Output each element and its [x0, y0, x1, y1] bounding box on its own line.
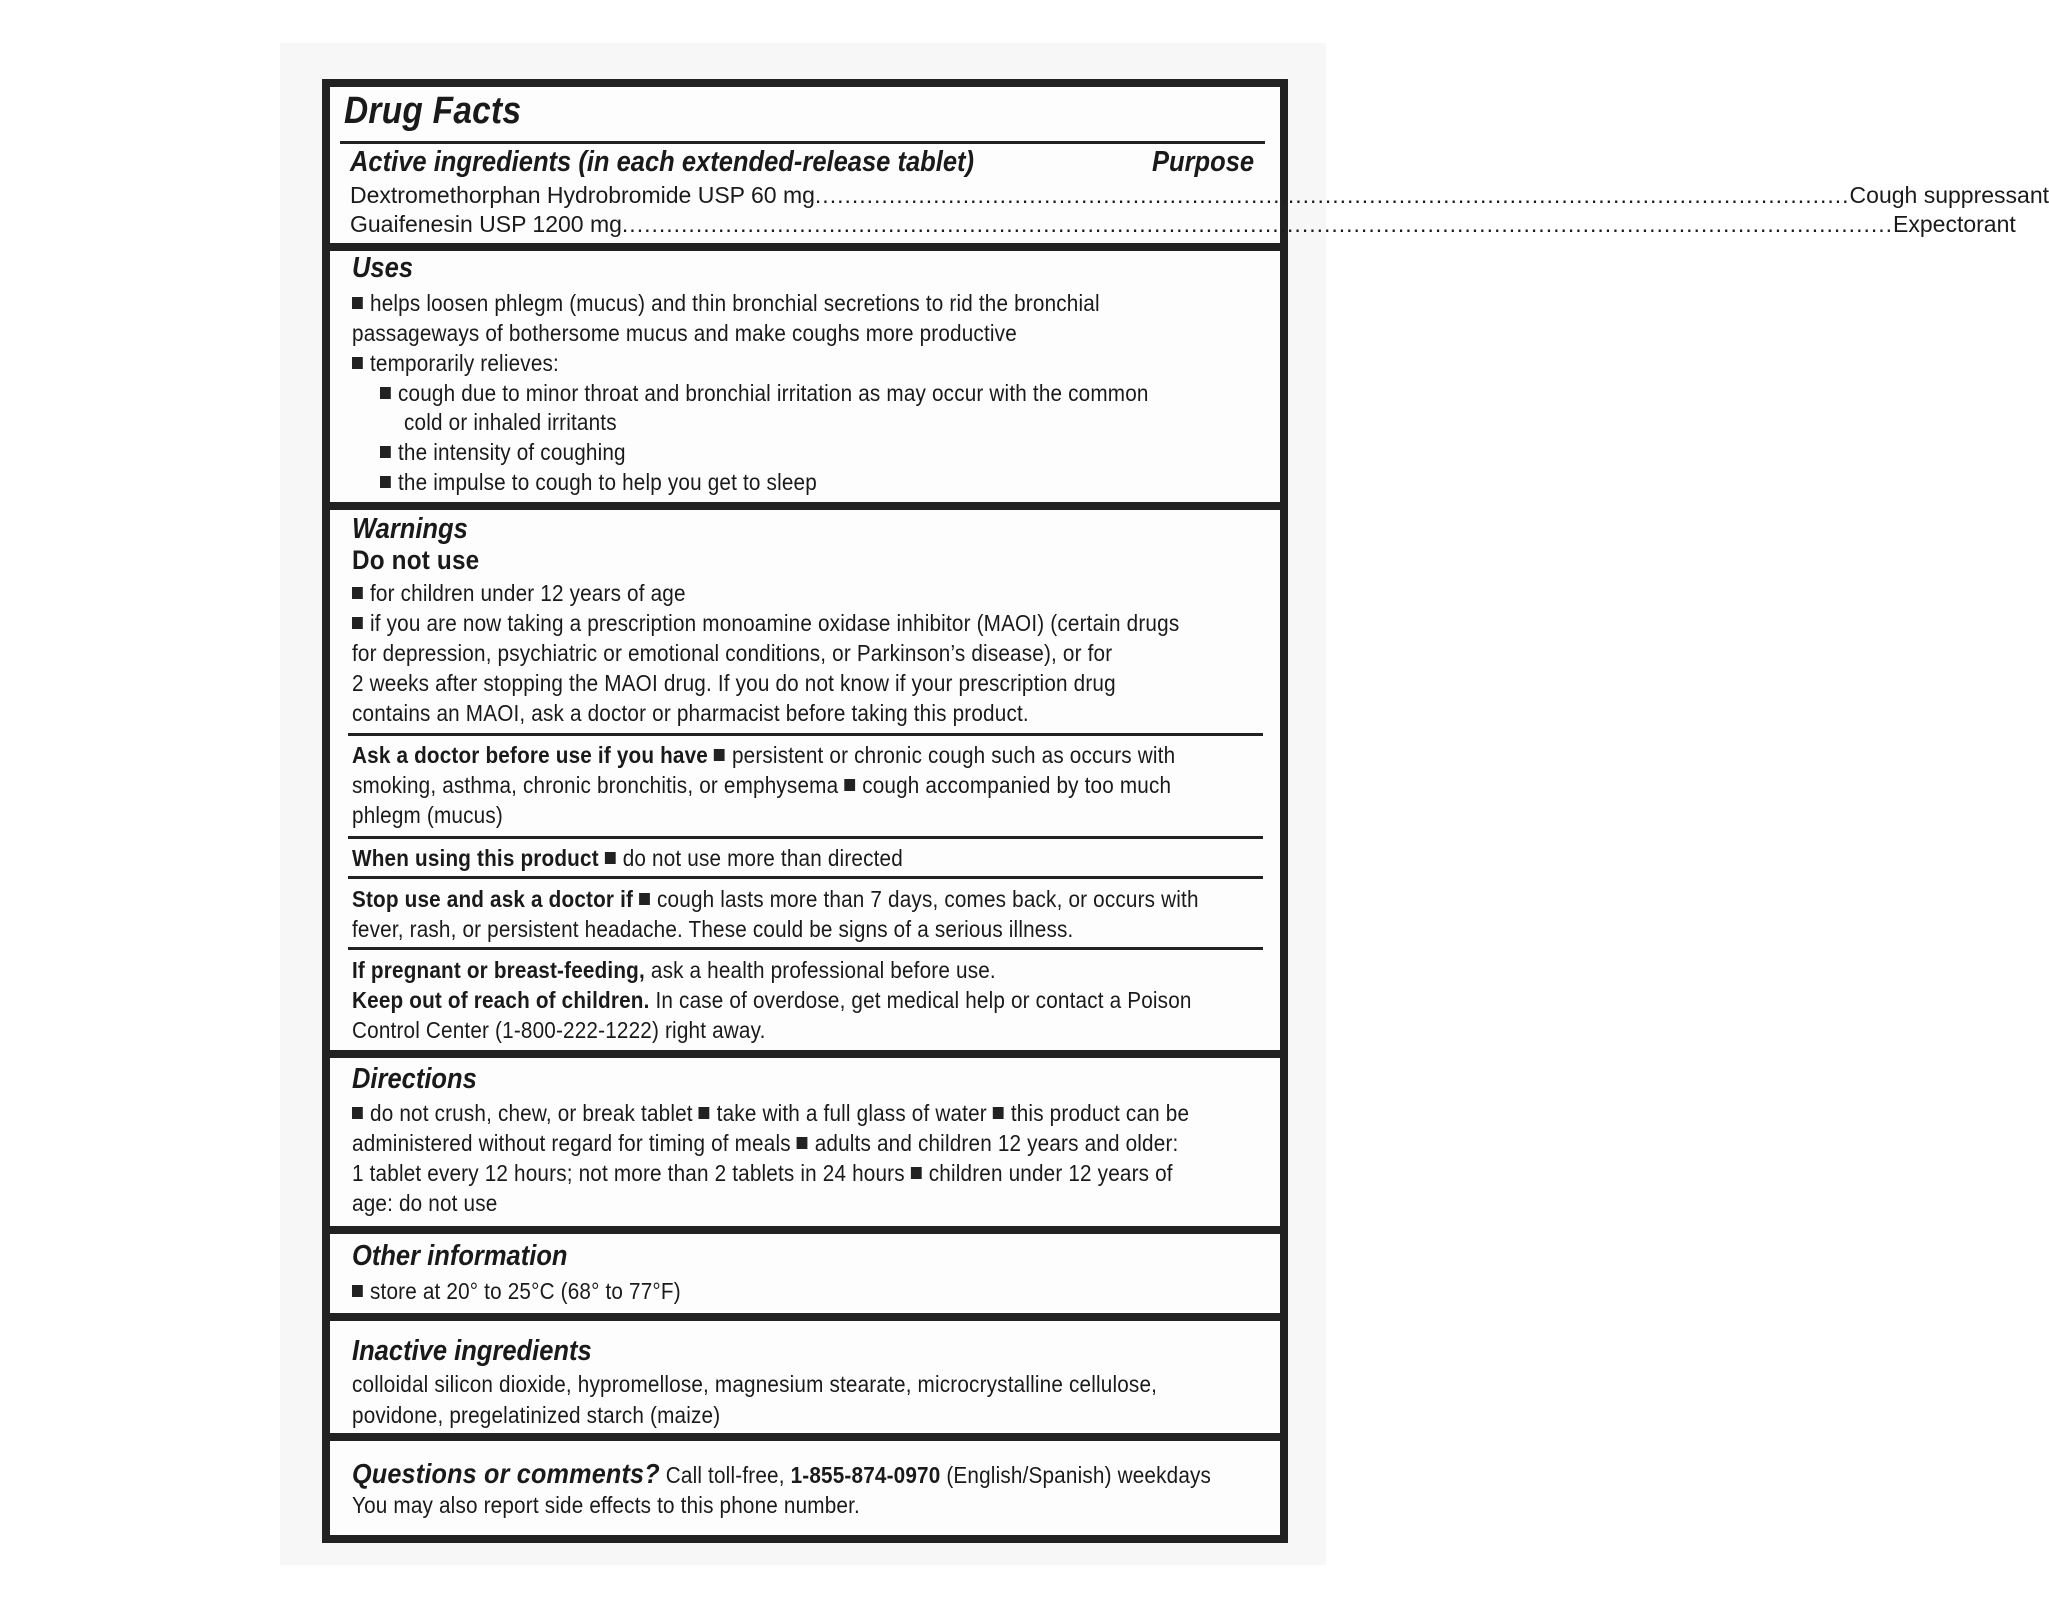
- warning-item-cont: for depression, psychiatric or emotional conditions, or Parkinson’s disease), or for: [352, 640, 1113, 666]
- bullet-icon: [911, 1167, 922, 1179]
- ingredient-purpose: Expectorant: [1893, 211, 2016, 237]
- ask-doctor-label: Ask a doctor before use if you have: [352, 742, 709, 768]
- when-using-label: When using this product: [352, 845, 599, 871]
- warning-item-cont: contains an MAOI, ask a doctor or pharmacist before taking this product.: [352, 700, 1029, 726]
- purpose-heading: Purpose: [1152, 146, 1255, 178]
- warning-rule: [348, 836, 1263, 839]
- directions-line: 1 tablet every 12 hours; not more than 2 tablets in 24 hours children under 12 years of: [352, 1160, 1173, 1186]
- warning-item: if you are now taking a prescription monoamine oxidase inhibitor (MAOI) (certain drugs: [352, 608, 1179, 638]
- uses-subitem: the intensity of coughing: [380, 437, 626, 467]
- bullet-icon: [380, 476, 391, 488]
- ingredient-purpose: Cough suppressant: [1849, 182, 2049, 208]
- inactive-ingredients-text: colloidal silicon dioxide, hypromellose, magnesium stearate, microcrystalline cellulose,: [352, 1371, 1158, 1397]
- inactive-ingredients-text: povidone, pregelatinized starch (maize): [352, 1402, 721, 1428]
- stop-use-line: fever, rash, or persistent headache. These could be signs of a serious illness.: [352, 916, 1074, 942]
- questions-line: Questions or comments? Call toll-free, 1-855-874-0970 (English/Spanish) weekdays: [352, 1458, 1212, 1489]
- bullet-icon: [380, 446, 391, 458]
- uses-item: temporarily relieves:: [352, 348, 559, 378]
- do-not-use-heading: Do not use: [352, 545, 480, 575]
- phone-number: 1-855-874-0970: [790, 1462, 941, 1488]
- uses-subitem: the impulse to cough to help you get to sleep: [380, 467, 817, 497]
- ask-doctor-line: smoking, asthma, chronic bronchitis, or emphysema cough accompanied by too much: [352, 772, 1172, 798]
- active-ingredients-heading: Active ingredients (in each extended-release tablet): [350, 146, 975, 178]
- pregnant-line: If pregnant or breast-feeding, ask a health professional before use.: [352, 957, 996, 983]
- bullet-icon: [714, 749, 725, 761]
- bullet-icon: [352, 1285, 363, 1297]
- leader-dots: ............................................................................................................................................................................: [621, 211, 1894, 237]
- ask-doctor-line: Ask a doctor before use if you have persistent or chronic cough such as occurs with: [352, 742, 1176, 768]
- stop-use-line: Stop use and ask a doctor if cough lasts more than 7 days, comes back, or occurs with: [352, 886, 1199, 912]
- active-ingredient-row: [350, 209, 2016, 239]
- section-divider: [330, 243, 1280, 251]
- ingredient-name: Dextromethorphan Hydrobromide USP 60 mg: [350, 182, 815, 208]
- directions-line: age: do not use: [352, 1190, 498, 1216]
- other-info-heading: Other information: [352, 1240, 568, 1272]
- bullet-icon: [844, 779, 855, 791]
- bullet-icon: [699, 1107, 710, 1119]
- leader-dots: ............................................................................................................................................: [814, 182, 1850, 208]
- directions-line: do not crush, chew, or break tablet take with a full glass of water this product can be: [352, 1098, 1189, 1128]
- stop-use-label: Stop use and ask a doctor if: [352, 886, 634, 912]
- inactive-ingredients-heading: Inactive ingredients: [352, 1335, 592, 1367]
- section-divider: [330, 1433, 1280, 1441]
- pregnant-label: If pregnant or breast-feeding,: [352, 957, 645, 983]
- keep-out-line: Keep out of reach of children. In case of overdose, get medical help or contact a Poison: [352, 987, 1192, 1013]
- warning-item: for children under 12 years of age: [352, 578, 686, 608]
- bullet-icon: [352, 587, 363, 599]
- active-ingredient-row: [350, 180, 2049, 210]
- bullet-icon: [380, 387, 391, 399]
- section-divider: [330, 1226, 1280, 1234]
- bullet-icon: [352, 357, 363, 369]
- uses-item: helps loosen phlegm (mucus) and thin bronchial secretions to rid the bronchial: [352, 288, 1100, 318]
- warnings-heading: Warnings: [352, 513, 468, 545]
- bullet-icon: [352, 617, 363, 629]
- uses-item-cont: passageways of bothersome mucus and make coughs more productive: [352, 320, 1017, 346]
- uses-heading: Uses: [352, 252, 414, 284]
- directions-heading: Directions: [352, 1063, 477, 1095]
- section-divider: [330, 502, 1280, 510]
- uses-subitem-cont: cold or inhaled irritants: [404, 409, 617, 435]
- questions-heading: Questions or comments?: [352, 1458, 660, 1489]
- bullet-icon: [352, 297, 363, 309]
- drug-facts-title: Drug Facts: [344, 90, 522, 132]
- directions-line: administered without regard for timing of meals adults and children 12 years and older:: [352, 1130, 1179, 1156]
- bullet-icon: [605, 852, 616, 864]
- questions-line: You may also report side effects to this phone number.: [352, 1492, 860, 1518]
- bullet-icon: [352, 1107, 363, 1119]
- bullet-icon: [639, 893, 650, 905]
- section-divider: [330, 1313, 1280, 1321]
- warning-rule: [348, 876, 1263, 879]
- uses-subitem: cough due to minor throat and bronchial irritation as may occur with the common: [380, 378, 1149, 408]
- ingredient-name: Guaifenesin USP 1200 mg: [350, 211, 622, 237]
- ask-doctor-line: phlegm (mucus): [352, 802, 503, 828]
- section-divider: [330, 1050, 1280, 1058]
- title-rule: [340, 141, 1265, 144]
- warning-rule: [348, 947, 1263, 950]
- warning-item-cont: 2 weeks after stopping the MAOI drug. If you do not know if your prescription drug: [352, 670, 1116, 696]
- warning-rule: [348, 733, 1263, 736]
- when-using-line: When using this product do not use more than directed: [352, 845, 903, 871]
- other-info-item: store at 20° to 25°C (68° to 77°F): [352, 1276, 681, 1306]
- bullet-icon: [993, 1107, 1004, 1119]
- keep-out-line: Control Center (1-800-222-1222) right away.: [352, 1017, 766, 1043]
- bullet-icon: [797, 1137, 808, 1149]
- keep-out-label: Keep out of reach of children.: [352, 987, 650, 1013]
